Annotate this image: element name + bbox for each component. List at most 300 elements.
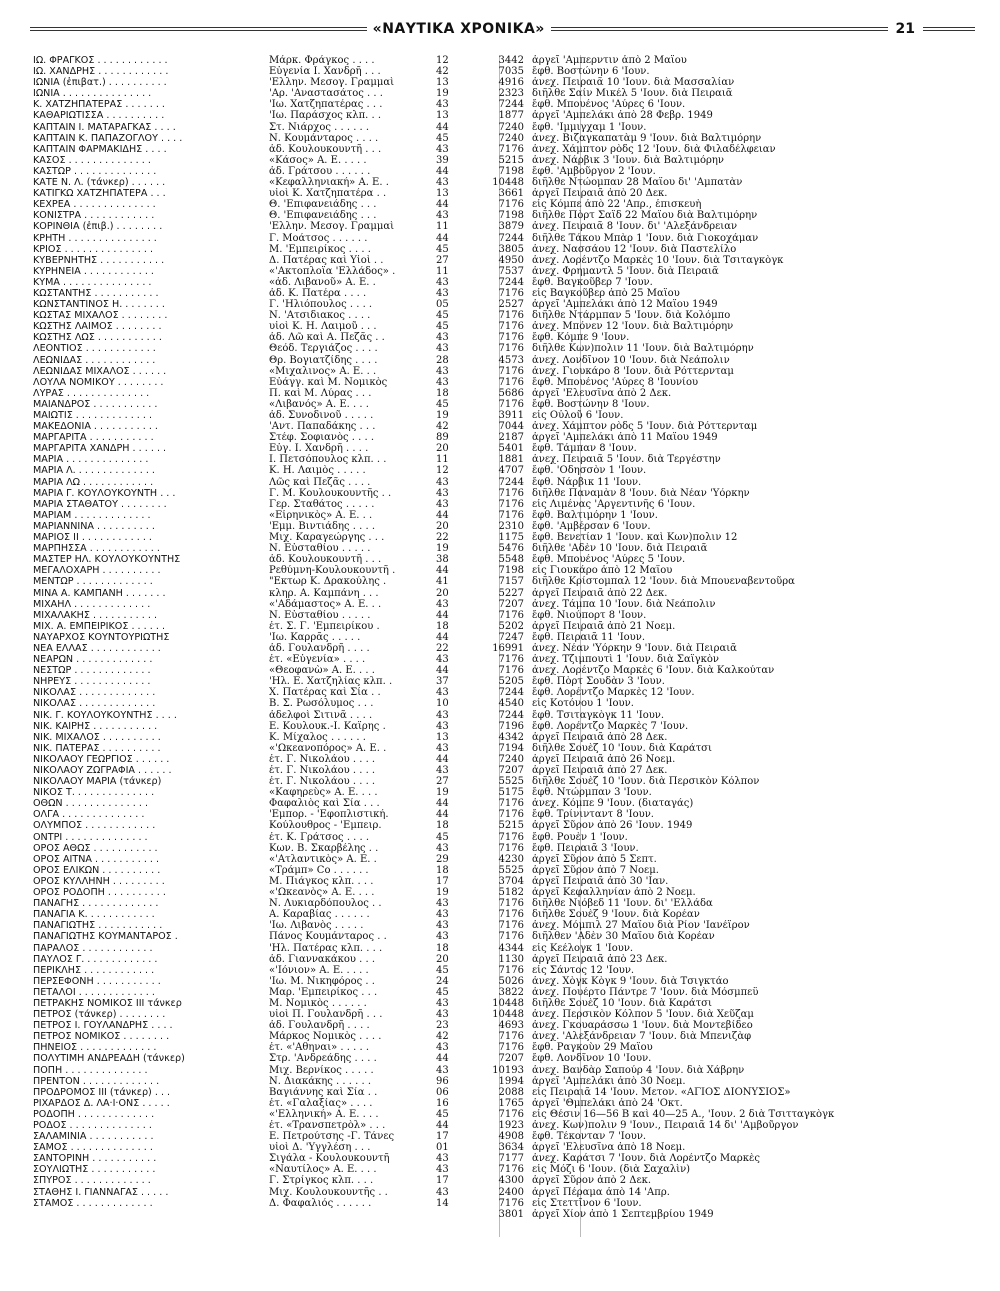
- code-number: 13: [436, 77, 449, 89]
- code-number: 17: [436, 1175, 449, 1187]
- table-row: [33, 377, 943, 388]
- status-text: ἔφθ. Τέκονταν 7 'Ιουν.: [532, 1131, 647, 1143]
- registry-number: 2088: [498, 1086, 524, 1098]
- owner-name: ἐτ. Γ. Νικολάου . . . .: [269, 753, 376, 765]
- registry-number: 5215: [498, 820, 524, 832]
- code-number: 43: [436, 376, 449, 388]
- registry-number: 7198: [498, 210, 524, 222]
- registry-number: 4230: [498, 853, 524, 865]
- owner-name: Κούλουθρος - 'Εμπειρ.: [269, 820, 382, 832]
- table-row: [33, 687, 943, 698]
- owner-name: «Κεφαλληνιακή» Α. Ε. .: [269, 177, 389, 189]
- owner-name: 'Ιω. Λιβανὸς . . . . .: [269, 920, 364, 932]
- table-row: [33, 643, 943, 654]
- registry-number: 3805: [498, 243, 524, 255]
- ship-name: ΜΑΡΓΑΡΙΤΑ . . . . . . . . . . .: [33, 432, 154, 444]
- owner-name: Λῶς καὶ Πεζᾶς . . . .: [269, 476, 371, 488]
- ship-name: ΜΑΡΙΟΣ ΙΙ . . . . . . . . . . . .: [33, 532, 152, 544]
- registry-number: 4916: [498, 77, 524, 89]
- ship-name: ΡΙΧΑΡΔΟΣ Δ. ΛΑ·Ι·ΟΝΣ . . . . .: [33, 1097, 170, 1109]
- ship-name: ΝΙΚΟΛΑΟΥ ΖΩΓΡΑΦΙΑ . . . . . .: [33, 765, 172, 776]
- ship-name: ΣΤΑΘΗΣ Ι. ΓΙΑΝΝΑΓΑΣ . . . . .: [33, 1186, 169, 1198]
- code-number: 44: [436, 121, 449, 133]
- code-number: 12: [436, 55, 449, 66]
- ship-name: ΝΕΑ ΕΛΛΑΣ . . . . . . . . . . . .: [33, 642, 161, 654]
- registry-number: 7176: [498, 931, 524, 943]
- status-text: ἀνεχ. Λονδῖνον 10 'Ιουν. διὰ Νεάπολιν: [532, 354, 730, 366]
- code-number: 44: [436, 753, 449, 765]
- registry-number: 7244: [498, 99, 524, 111]
- code-number: 43: [436, 498, 449, 510]
- registry-number: 3822: [498, 986, 524, 998]
- registry-number: 2187: [498, 432, 524, 444]
- table-row: [33, 665, 943, 676]
- status-text: ἀνεχ. Λορέντζο Μαρκὲς 10 'Ιουν. διὰ Τσιταγκὸγκ: [532, 254, 784, 266]
- code-number: 17: [436, 875, 449, 887]
- status-text: ἔφθ. Ντώρμπαν 3 'Ιουν.: [532, 787, 652, 799]
- status-text: ἔφθ. Ραγκοὺν 29 Μαΐου: [532, 1042, 653, 1054]
- owner-name: Α. Καραβίας . . . . . .: [269, 909, 370, 921]
- owner-name: Μάρκ. Φράγκος . . . .: [269, 55, 375, 66]
- status-text: εἰς Στεττῖνον 6 'Ιουν.: [532, 1197, 642, 1209]
- status-text: ἔφθ. Τάμπαν 8 'Ιουν.: [532, 443, 637, 455]
- table-row: [33, 732, 943, 743]
- table-row: [33, 599, 943, 610]
- code-number: 37: [436, 676, 449, 688]
- status-text: ἀργεῖ 'Ελευσῖνα ἀπὸ 2 Δεκ.: [532, 387, 672, 399]
- ship-name: ΜΑΡΙΑ ΛΩ . . . . . . . . . . . .: [33, 476, 154, 488]
- status-text: ἀνεχ. Κόμπε 9 'Ιουν. (διαταγάς): [532, 798, 694, 810]
- ship-name: ΠΑΥΛΟΣ Γ. . . . . . . . . . . . .: [33, 953, 158, 965]
- code-number: 43: [436, 99, 449, 111]
- code-number: 43: [436, 177, 449, 189]
- owner-name: ἐτ. Σ. Γ. 'Εμπειρίκου .: [269, 620, 380, 632]
- table-row: [33, 698, 943, 709]
- registry-number: 5227: [498, 587, 524, 599]
- code-number: 43: [436, 598, 449, 610]
- registry-number: 5401: [498, 443, 524, 455]
- ship-name: ΝΙΚΟΛΑΟΥ ΜΑΡΙΑ (τάνκερ): [33, 776, 162, 788]
- table-row: [33, 477, 943, 488]
- owner-name: υἱοὶ Δ. 'Υγγλέση . . .: [269, 1142, 371, 1154]
- table-row: [33, 1164, 943, 1175]
- owner-name: Στρ. 'Ανδρεάδης . . . .: [269, 1053, 377, 1065]
- table-row: [33, 110, 943, 121]
- ship-name: ΚΑΣΤΩΡ . . . . . . . . . . . . . .: [33, 165, 157, 177]
- registry-number: 5182: [498, 887, 524, 899]
- registry-number: 7240: [498, 132, 524, 144]
- registry-number: 7244: [498, 687, 524, 699]
- table-row: [33, 820, 943, 831]
- ship-name: ΟΛΓΑ . . . . . . . . . . . . . .: [33, 809, 145, 821]
- status-text: ἀργεῖ Πειραιᾶ ἀπὸ 21 Νοεμ.: [532, 620, 676, 632]
- code-number: 13: [436, 731, 449, 743]
- registry-number: 7207: [498, 1053, 524, 1065]
- owner-name: υἱοὶ Π. Γουλανδρῆ . . .: [269, 1009, 383, 1021]
- registry-number: 7196: [498, 720, 524, 732]
- owner-name: 'Ηλ. Πατέρας κλπ. . . .: [269, 942, 383, 954]
- owner-name: «'Αδάμαστος» Α. Ε. . .: [269, 598, 382, 610]
- owner-name: «'Ωκεανοπόρος» Α. Ε. .: [269, 742, 387, 754]
- ship-name: ΟΡΟΣ ΡΟΔΟΠΗ . . . . . . . . . .: [33, 887, 166, 899]
- table-row: [33, 532, 943, 543]
- registry-number: 1175: [498, 532, 524, 544]
- status-text: ἀργεῖ Σῦρον ἀπὸ 2 Δεκ.: [532, 1175, 652, 1187]
- owner-name: 'Εμμ. Βιντιάδης . . . .: [269, 520, 376, 532]
- ship-name: ΚΩΣΤΑΣ ΜΙΧΑΛΟΣ . . . . . . . .: [33, 310, 168, 322]
- table-row: [33, 388, 943, 399]
- status-text: ἀργεῖ Πέραμα ἀπὸ 14 'Απρ.: [532, 1186, 670, 1198]
- publication-title: «ΝΑΥΤΙΚΑ ΧΡΟΝΙΚΑ»: [372, 21, 545, 37]
- registry-number: 7244: [498, 476, 524, 488]
- status-text: ἔφθ. Βοστώνην 6 'Ιουν.: [532, 66, 650, 78]
- table-row: [33, 355, 943, 366]
- status-text: διῆλθε Κων)πολιν 11 'Ιουν. διὰ Βαλτιμόρην: [532, 343, 754, 355]
- registry-number: 7176: [498, 1031, 524, 1043]
- status-text: διῆλθεν 'Αδὲν 30 Μαΐου διὰ Κορέαν: [532, 931, 715, 943]
- code-number: 43: [436, 1186, 449, 1198]
- code-number: 43: [436, 842, 449, 854]
- ship-name: ΙΩΝΙΑ (ἐπιβατ.) . . . . . . . . . .: [33, 77, 167, 89]
- table-row: [33, 421, 943, 432]
- owner-name: Κ. Μίχαλος . . . . . .: [269, 731, 366, 743]
- status-text: ἀνεχ. Πειραιᾶ 8 'Ιουν. δι' 'Αλεξάνδρειαν: [532, 221, 738, 233]
- table-row: [33, 1009, 943, 1020]
- table-row: [33, 621, 943, 632]
- code-number: 42: [436, 421, 449, 433]
- status-text: διῆλθε Κρίστομπαλ 12 'Ιουν. διὰ Μπουεναβεντοῦρα: [532, 576, 795, 588]
- header-rule-right: [923, 27, 975, 31]
- table-row: [33, 1198, 943, 1209]
- status-text: ἀργεῖ Πειραιᾶ ἀπὸ 20 Δεκ.: [532, 188, 668, 200]
- code-number: 44: [436, 798, 449, 810]
- code-number: 43: [436, 742, 449, 754]
- owner-name: ἀδ. Γουλανδρῆ . . . .: [269, 642, 370, 654]
- ship-name: ΚΡΙΟΣ . . . . . . . . . . . . . . .: [33, 243, 154, 255]
- owner-name: Μ. 'Εμπειρίκος . . . .: [269, 243, 371, 255]
- registry-number: 7198: [498, 565, 524, 577]
- table-row: [33, 99, 943, 110]
- status-text: ἔφθ. Πὸρτ Σουδὰν 3 'Ιουν.: [532, 676, 665, 688]
- table-row: [33, 543, 943, 554]
- ship-name: ΜΑΚΕΔΟΝΙΑ . . . . . . . . . . .: [33, 421, 158, 433]
- status-text: ἀνεχ. Χὸγκ Κὸγκ 9 'Ιουν. διὰ Τσιγκτάο: [532, 975, 729, 987]
- code-number: 11: [436, 265, 449, 277]
- ship-name: ΜΑΡΙΑ ΣΤΑΘΑΤΟΥ . . . . . . . .: [33, 498, 167, 510]
- code-number: 10: [436, 698, 449, 710]
- code-number: 96: [436, 1075, 449, 1087]
- code-number: 23: [436, 1020, 449, 1032]
- owner-name: Στέφ. Σοφιανὸς . . . .: [269, 432, 375, 444]
- ship-name: ΡΟΔΟΣ . . . . . . . . . . . . . .: [33, 1120, 152, 1131]
- code-number: 06: [436, 1086, 449, 1098]
- registry-number: 7176: [498, 831, 524, 843]
- registry-number: 5548: [498, 554, 524, 566]
- ship-name: ΠΟΠΗ . . . . . . . . . . . . . .: [33, 1064, 148, 1076]
- code-number: 19: [436, 543, 449, 555]
- table-row: [33, 743, 943, 754]
- code-number: 43: [436, 332, 449, 344]
- owner-name: Κ. Η. Λαιμὸς . . . . .: [269, 465, 366, 477]
- ship-name: ΜΙΝΑ Α. ΚΑΜΠΑΝΗ . . . . . . .: [33, 587, 166, 599]
- table-row: [33, 432, 943, 443]
- owner-name: Μιχ. Καραγεώργης . . .: [269, 532, 385, 544]
- status-text: ἀργεῖ Πειραιᾶ ἀπὸ 28 Δεκ.: [532, 731, 668, 743]
- owner-name: Δ. Φαφαλιός . . . . . .: [269, 1197, 372, 1209]
- ship-name: ΛΕΩΝΙΔΑΣ . . . . . . . . . . . .: [33, 354, 156, 366]
- ship-name: ΙΩ. ΧΑΝΔΡΗΣ . . . . . . . . . . . .: [33, 66, 169, 78]
- ship-name: ΜΑΙΑΝΔΡΟΣ . . . . . . . . . . .: [33, 398, 158, 410]
- registry-number: 3661: [498, 188, 524, 200]
- code-number: 38: [436, 554, 449, 566]
- status-text: εἰς Λιμένας 'Αργεντινῆς 6 'Ιουν.: [532, 498, 696, 510]
- code-number: 20: [436, 443, 449, 455]
- owner-name: Ν. Εὐσταθίου . . . . .: [269, 609, 371, 621]
- status-text: ἀργεῖ Σῦρον ἀπὸ 26 'Ιουν. 1949: [532, 820, 693, 832]
- registry-number: 5202: [498, 620, 524, 632]
- code-number: 43: [436, 765, 449, 776]
- owner-name: Γερ. Σταθάτος . . . . .: [269, 498, 375, 510]
- owner-name: «Καφηρεὺς» Α. Ε. . . .: [269, 787, 378, 799]
- code-number: 43: [436, 365, 449, 377]
- table-row: [33, 887, 943, 898]
- status-text: ἀνεχ. Νασσάου 12 'Ιουν. διὰ Παστελίλο: [532, 243, 737, 255]
- ship-name: ΚΑΠΤΑΙΝ Ι. ΜΑΤΑΡΑΓΚΑΣ . . . .: [33, 121, 176, 133]
- table-row: [33, 510, 943, 521]
- code-number: 19: [436, 88, 449, 100]
- table-row: [33, 88, 943, 99]
- status-text: ἀνεχ. Χάμπτον ρὸδς 5 'Ιουν. διὰ Ρόττερνταμ: [532, 421, 758, 433]
- status-text: ἔφθ. Πειραιᾶ 11 'Ιουν.: [532, 631, 646, 643]
- owner-name: Π. καὶ Μ. Λύρας . . .: [269, 387, 372, 399]
- owner-name: Μάρκος Νομικὸς . . . .: [269, 1031, 382, 1043]
- status-text: ἔφθ. 'Αμβοῦργον 2 'Ιουν.: [532, 165, 656, 177]
- owner-name: κληρ. Α. Καμπάνη . . .: [269, 587, 379, 599]
- ship-name: ΟΘΩΝ . . . . . . . . . . . . . .: [33, 798, 148, 810]
- status-text: ἀνεχ. Γκουαράσσω 1 'Ιουν. διὰ Μοντεβίδεο: [532, 1020, 753, 1032]
- code-number: 45: [436, 964, 449, 976]
- code-number: 89: [436, 432, 449, 444]
- table-row: [33, 199, 943, 210]
- owner-name: Κων. Β. Σκαρβέλης . .: [269, 842, 379, 854]
- code-number: 42: [436, 66, 449, 78]
- owner-name: Πάνος Κουμάνταρος . .: [269, 931, 387, 943]
- table-row: [33, 1065, 943, 1076]
- ship-name: ΚΡΗΤΗ . . . . . . . . . . . . . . .: [33, 232, 157, 244]
- code-number: 43: [436, 476, 449, 488]
- table-row: [33, 909, 943, 920]
- owner-name: 'Ιω. Καρρᾶς . . . . .: [269, 631, 361, 643]
- code-number: 42: [436, 1031, 449, 1043]
- table-row: [33, 255, 943, 266]
- status-text: ἀνεχ. Πειραιᾶ 5 'Ιουν. διὰ Τεργέστην: [532, 454, 721, 466]
- ship-name: ΜΑΡΙΑ . . . . . . . . . . . . . .: [33, 454, 149, 466]
- status-text: ἀνεχ. Νέαν 'Υόρκην 9 'Ιουν. διὰ Πειραιᾶ: [532, 642, 737, 654]
- code-number: 22: [436, 642, 449, 654]
- owner-name: ἐτ. «'Αθηναι» . . . . .: [269, 1042, 370, 1054]
- registry-number: 4573: [498, 354, 524, 366]
- ship-name: [33, 1209, 269, 1220]
- table-row: [33, 676, 943, 687]
- code-number: 44: [436, 609, 449, 621]
- ship-name: ΣΟΥΛΙΩΤΗΣ . . . . . . . . . . .: [33, 1164, 156, 1176]
- status-text: εἰς Γιουκάρο ἀπὸ 12 Μαΐου: [532, 565, 673, 577]
- table-row: [33, 1087, 943, 1098]
- ship-name: ΝΑΥΑΡΧΟΣ ΚΟΥΝΤΟΥΡΙΩΤΗΣ: [33, 631, 170, 643]
- owner-name: Γ. 'Ηλιόπουλος . . . .: [269, 299, 373, 311]
- table-row: [33, 920, 943, 931]
- registry-number: 3634: [498, 1142, 524, 1154]
- status-text: εἰς Κοτόνου 1 'Ιουν.: [532, 698, 634, 710]
- ship-name: Κ. ΧΑΤΖΗΠΑΤΕΡΑΣ . . . . . . .: [33, 99, 165, 111]
- owner-name: «Θεοφανὼ» Α. Ε. . . .: [269, 665, 375, 677]
- status-text: εἰς Οὐλοῦ 6 'Ιουν.: [532, 410, 624, 421]
- code-number: 44: [436, 1053, 449, 1065]
- code-number: 11: [436, 454, 449, 466]
- owner-name: Φαφαλιὸς καὶ Σία . . .: [269, 798, 380, 810]
- ship-name: ΜΕΓΑΛΟΧΑΡΗ . . . . . . . . . .: [33, 565, 161, 577]
- registry-number: 7176: [498, 1197, 524, 1209]
- page-header: [30, 14, 975, 44]
- registry-number: 7035: [498, 66, 524, 78]
- owner-name: Στ. Νιάρχος . . . . . .: [269, 121, 370, 133]
- code-number: 20: [436, 520, 449, 532]
- status-text: διῆλθε Παναμὰν 8 'Ιουν. διὰ Νέαν 'Υόρκην: [532, 487, 750, 499]
- owner-name: ἐτ. Γ. Νικολάου . . . .: [269, 765, 376, 776]
- registry-number: 7176: [498, 509, 524, 521]
- ship-name: ΜΑΡΓΑΡΙΤΑ ΧΑΝΔΡΗ . . . . . .: [33, 443, 167, 455]
- status-text: ἀργεῖ 'Αμπερντιν ἀπὸ 2 Μαΐου: [532, 55, 687, 66]
- table-row: [33, 454, 943, 465]
- registry-number: 1881: [498, 454, 524, 466]
- owner-name: ἀδ. Κουλουκουντῆ . . .: [269, 554, 382, 566]
- owner-name: ἀδελφοὶ Σιτινᾶ . . . .: [269, 709, 373, 721]
- table-row: [33, 1053, 943, 1064]
- owner-name: Ε. Πετρούτσης -Γ. Τάνες: [269, 1131, 395, 1143]
- code-number: 43: [436, 276, 449, 288]
- table-row: [33, 410, 943, 421]
- code-number: 22: [436, 532, 449, 544]
- status-text: ἀνεχ. Τάμπα 10 'Ιουν. διὰ Νεάπολιν: [532, 598, 716, 610]
- status-text: ἔφθ. Λορέντζο Μαρκὲς 12 'Ιουν.: [532, 687, 695, 699]
- code-number: 43: [436, 343, 449, 355]
- owner-name: «ἀδ. Λιβανοῦ» Α. Ε. .: [269, 276, 376, 288]
- registry-number: 7198: [498, 165, 524, 177]
- ship-name: ΠΑΝΑΓΙΩΤΗΣ . . . . . . . . . . .: [33, 920, 163, 932]
- table-row: [33, 210, 943, 221]
- code-number: 41: [436, 576, 449, 588]
- code-number: 45: [436, 310, 449, 322]
- status-text: ἀργεῖ Χίον ἀπὸ 1 Σεπτεμβρίου 1949: [532, 1208, 714, 1220]
- registry-number: 7176: [498, 798, 524, 810]
- ship-name: ΝΕΑΡΩΝ . . . . . . . . . . . . .: [33, 654, 153, 666]
- table-row: [33, 854, 943, 865]
- status-text: ἔφθ. Βενετίαν 1 'Ιουν. καὶ Κων)πολιν 12: [532, 532, 738, 544]
- owner-name: «Ναυτίλος» Α. Ε. . . .: [269, 1164, 377, 1176]
- table-row: [33, 188, 943, 199]
- status-text: εἰς Πειραιᾶ 14 'Ιουν. Μετον. «ΑΓΙΟΣ ΔΙΟΝΥΣΙΟΣ»: [532, 1086, 791, 1098]
- ship-name: ΝΙΚΟΣ Τ. . . . . . . . . . . . . .: [33, 787, 155, 799]
- status-text: ἀργεῖ 'Αμπελάκι ἀπὸ 28 Φεβρ. 1949: [532, 110, 713, 122]
- status-text: ἀνεχ. Τζιμπουτὶ 1 'Ιουν. διὰ Σαϊγκὸν: [532, 654, 719, 666]
- ship-name: ΛΕΟΝΤΙΟΣ . . . . . . . . . . . .: [33, 343, 156, 355]
- code-number: 45: [436, 243, 449, 255]
- code-number: 18: [436, 942, 449, 954]
- status-text: διῆλθε Ντάρμπαν 5 'Ιουν. διὰ Κολόμπο: [532, 310, 731, 322]
- registry-number: 7176: [498, 665, 524, 677]
- owner-name: Μιχ. Βερνίκος . . . . .: [269, 1064, 374, 1076]
- owner-name: Μ. Νομικὸς . . . . . .: [269, 997, 367, 1009]
- table-row: [33, 144, 943, 155]
- table-row: [33, 1031, 943, 1042]
- registry-number: 7176: [498, 487, 524, 499]
- ship-name: ΚΑΤΕ Ν. Λ. (τάνκερ) . . . . . .: [33, 177, 166, 189]
- registry-number: 1923: [498, 1120, 524, 1131]
- table-row: [33, 976, 943, 987]
- owner-name: «'Ιόνιον» Α. Ε. . . . .: [269, 964, 369, 976]
- code-number: 01: [436, 1142, 449, 1154]
- registry-number: 5476: [498, 543, 524, 555]
- ship-name: ΚΩΣΤΗΣ ΛΩΣ . . . . . . . . . . .: [33, 332, 162, 344]
- code-number: 19: [436, 410, 449, 421]
- owner-name: ἐτ. «Εὐγενία» . . . .: [269, 654, 366, 666]
- registry-number: 4342: [498, 731, 524, 743]
- ship-name: ΠΑΡΑΛΟΣ . . . . . . . . . . . .: [33, 942, 153, 954]
- table-row: [33, 943, 943, 954]
- owner-name: Θεόδ. Τεργιάζος . . . .: [269, 343, 378, 355]
- registry-number: 7176: [498, 398, 524, 410]
- registry-number: 7177: [498, 1153, 524, 1165]
- table-row: [33, 133, 943, 144]
- ship-name: ΟΛΥΜΠΟΣ . . . . . . . . . . . .: [33, 820, 156, 832]
- registry-number: 7244: [498, 232, 524, 244]
- ship-name: ΙΩΝΙΑ . . . . . . . . . . . . . . .: [33, 88, 152, 100]
- code-number: 12: [436, 465, 449, 477]
- registry-number: 4693: [498, 1020, 524, 1032]
- owner-name: Εὐγ. Ι. Χανδρῆ . . . .: [269, 443, 369, 455]
- registry-number: 1877: [498, 110, 524, 122]
- table-row: [33, 809, 943, 820]
- ship-name: ΝΙΚ. ΜΙΧΑΛΟΣ . . . . . . . . . .: [33, 731, 161, 743]
- ship-name: ΚΥΒΕΡΝΗΤΗΣ . . . . . . . . . . .: [33, 254, 165, 266]
- code-number: 39: [436, 154, 449, 166]
- owner-name: Γ. Μοάτσος . . . . . .: [269, 232, 368, 244]
- ship-name: ΚΩΣΤΑΝΤΗΣ . . . . . . . . . . .: [33, 287, 159, 299]
- code-number: 18: [436, 620, 449, 632]
- table-row: [33, 321, 943, 332]
- table-row: [33, 1175, 943, 1186]
- table-row: [33, 1153, 943, 1164]
- status-text: ἔφθ. Μπουένος 'Αύρες 8 'Ιουνίου: [532, 376, 699, 388]
- owner-name: Μιχ. Κουλουκουντῆς . .: [269, 1186, 388, 1198]
- registry-number: 3879: [498, 221, 524, 233]
- table-row: [33, 632, 943, 643]
- table-row: [33, 521, 943, 532]
- registry-number: 7176: [498, 809, 524, 821]
- status-text: ἔφθ. Ρουὲν 1 'Ιουν.: [532, 831, 628, 843]
- ship-name: ΚΑΠΤΑΙΝ Κ. ΠΑΠΑΖΟΓΛΟΥ . . . .: [33, 132, 183, 144]
- code-number: 19: [436, 787, 449, 799]
- owner-name: «Λιβανός» Α. Ε. . . .: [269, 398, 369, 410]
- code-number: [436, 1209, 468, 1220]
- ship-name: ΝΕΣΤΩΡ . . . . . . . . . . . . .: [33, 665, 151, 677]
- ship-name: ΜΑΡΙΑ Λ. . . . . . . . . . . . . .: [33, 465, 155, 477]
- owner-name: υἱοὶ Κ. Χατζηπατέρα . .: [269, 188, 387, 200]
- owner-name: ἀδ. Κ. Πατέρα . . . .: [269, 287, 367, 299]
- table-row: [33, 1109, 943, 1120]
- status-text: διῆλθε Νιόβεδ 11 'Ιουν. δι' 'Ελλάδα: [532, 898, 713, 910]
- registry-number: 7176: [498, 376, 524, 388]
